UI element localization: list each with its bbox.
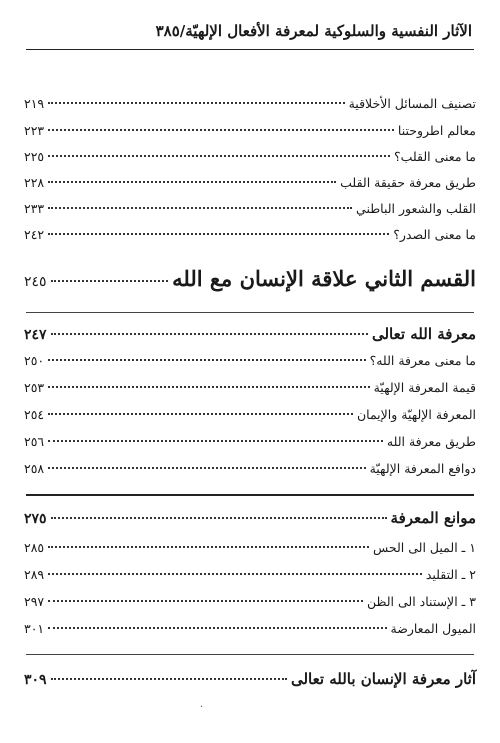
entry-title: الميول المعارضة	[390, 621, 476, 636]
entry-title: القلب والشعور الباطني	[356, 201, 476, 216]
dot-leader	[48, 627, 386, 629]
toc-entry[interactable]	[24, 227, 476, 242]
header-divider	[26, 49, 474, 50]
entry-page: ٢٢٥	[24, 149, 45, 164]
entry-title: تصنيف المسائل الأخلاقية	[348, 96, 476, 111]
entry-page: ٢٥٣	[24, 380, 45, 395]
dot-leader	[48, 440, 383, 442]
dot-leader	[48, 573, 422, 575]
running-header: الآثار النفسية والسلوكية لمعرفة الأفعال الإلهيّة/٣٨٥	[155, 22, 472, 40]
toc-entry[interactable]	[24, 201, 476, 216]
dot-leader	[51, 333, 368, 335]
dot-leader	[48, 600, 363, 602]
toc-entry[interactable]	[24, 594, 476, 609]
entry-page: ٢٢٣	[24, 123, 45, 138]
part-heading[interactable]	[24, 266, 476, 291]
entry-title: ما معنى القلب؟	[393, 149, 476, 164]
section-heading[interactable]	[24, 325, 476, 343]
entry-title: قيمة المعرفة الإلهيّة	[373, 380, 476, 395]
section-page: ٢٧٥	[24, 511, 47, 527]
entry-title: طريق معرفة حقيقة القلب	[340, 175, 476, 190]
toc-entry[interactable]	[24, 407, 476, 422]
toc-entry[interactable]	[24, 434, 476, 449]
toc-entry[interactable]	[24, 540, 476, 555]
part-page: ٢٤٥	[24, 274, 47, 290]
toc-entry[interactable]	[24, 380, 476, 395]
toc-entry[interactable]	[24, 567, 476, 582]
dot-leader	[51, 280, 169, 282]
entry-title: ٣ ـ الإستناد الى الظن	[366, 594, 476, 609]
dot-leader	[48, 359, 365, 361]
entry-page: ٢١٩	[24, 96, 45, 111]
toc-entry[interactable]	[24, 149, 476, 164]
dot-leader	[51, 517, 387, 519]
dot-leader	[48, 102, 344, 104]
toc-entry[interactable]	[24, 461, 476, 476]
dot-leader	[48, 129, 394, 131]
entry-page: ٢٥٨	[24, 461, 45, 476]
entry-title: دوافع المعرفة الإلهيّة	[369, 461, 476, 476]
entry-title: ١ ـ الميل الى الحس	[372, 540, 476, 555]
dot-leader	[48, 546, 369, 548]
entry-page: ٢٨٥	[24, 540, 45, 555]
dot-leader	[48, 207, 352, 209]
section-heading[interactable]	[24, 670, 476, 688]
entry-page: ٢٤٢	[24, 227, 45, 242]
entry-page: ٢٣٣	[24, 201, 45, 216]
dot-leader	[48, 386, 369, 388]
entry-page: ٢٢٨	[24, 175, 45, 190]
section-divider	[26, 654, 474, 655]
entry-page: ٢٥٠	[24, 353, 45, 368]
dot-leader	[48, 155, 390, 157]
section-heading[interactable]	[24, 509, 476, 527]
print-speck: ·	[200, 702, 204, 713]
toc-entry[interactable]	[24, 353, 476, 368]
entry-page: ٣٠١	[24, 621, 45, 636]
entry-page: ٢٩٧	[24, 594, 45, 609]
section-divider	[26, 494, 474, 496]
part-title: القسم الثاني علاقة الإنسان مع الله	[172, 266, 476, 291]
section-divider	[26, 312, 474, 313]
entry-page: ٢٥٤	[24, 407, 45, 422]
dot-leader	[48, 233, 389, 235]
toc-entry[interactable]	[24, 621, 476, 636]
entry-title: المعرفة الإلهيّة والإيمان	[356, 407, 476, 422]
section-page: ٣٠٩	[24, 672, 47, 688]
entry-title: ما معنى الصدر؟	[393, 227, 476, 242]
entry-title: طريق معرفة الله	[386, 434, 476, 449]
entry-page: ٢٨٩	[24, 567, 45, 582]
entry-page: ٢٥٦	[24, 434, 45, 449]
toc-entry[interactable]	[24, 175, 476, 190]
entry-title: معالم اطروحتنا	[397, 123, 476, 138]
entry-title: ما معنى معرفة الله؟	[369, 353, 476, 368]
dot-leader	[48, 181, 336, 183]
dot-leader	[51, 678, 287, 680]
section-title: معرفة الله تعالى	[371, 325, 476, 343]
section-page: ٢٤٧	[24, 327, 47, 343]
entry-title: ٢ ـ التقليد	[425, 567, 476, 582]
dot-leader	[48, 413, 353, 415]
dot-leader	[48, 467, 365, 469]
section-title: موانع المعرفة	[390, 509, 476, 527]
toc-entry[interactable]	[24, 96, 476, 111]
section-title: آثار معرفة الإنسان بالله تعالى	[290, 670, 476, 688]
toc-entry[interactable]	[24, 123, 476, 138]
